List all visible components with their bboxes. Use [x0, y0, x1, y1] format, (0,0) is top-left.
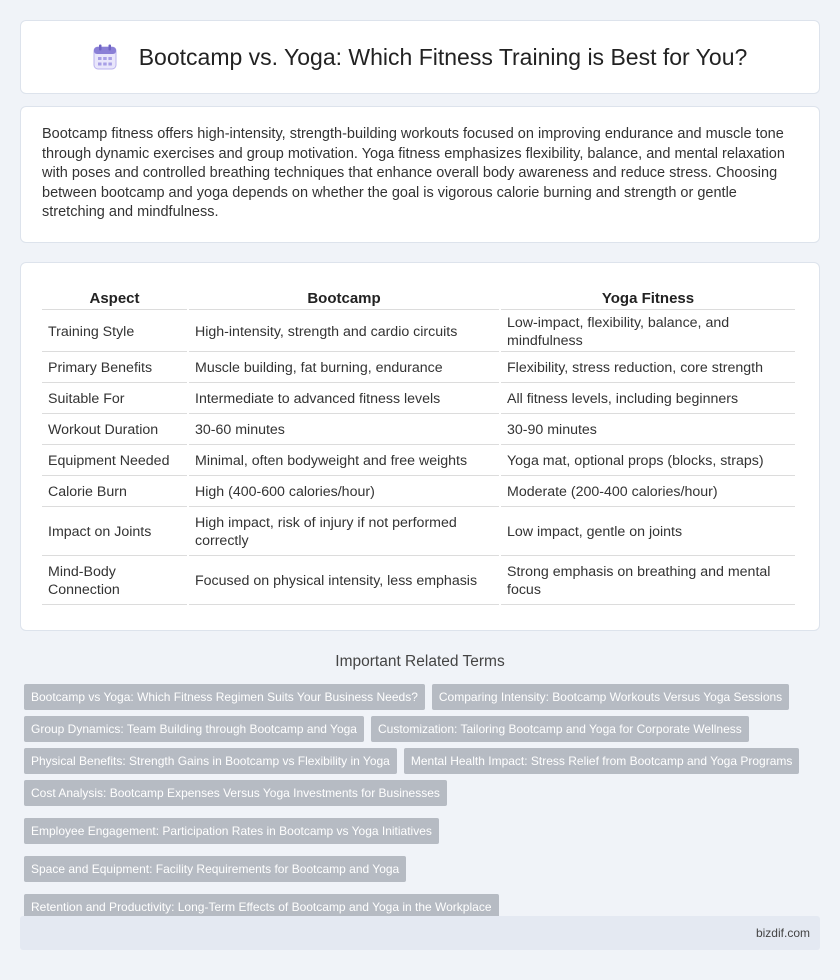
- related-tag[interactable]: Mental Health Impact: Stress Relief from Bootcamp and Yoga Programs: [404, 748, 800, 774]
- intro-card: [20, 106, 820, 243]
- cell-yoga: Yoga mat, optional props (blocks, straps): [501, 447, 795, 476]
- comparison-table: [40, 284, 797, 607]
- footer-brand[interactable]: bizdif.com: [755, 926, 810, 940]
- intro-paragraph: Bootcamp fitness offers high-intensity, strength-building workouts focused on improving endurance and muscle tone through dynamic exercises and group motivation. Yoga fitness emphasizes flexibility, balance, and mental relaxation with poses and controlled breathing techniques that enhance overall body awareness and reduce stress. Choosing between bootcamp and yoga depends on whether the goal is vigorous calorie burning and strength or gentle stretching and mindfulness.: [42, 126, 785, 221]
- cell-aspect: Training Style: [42, 312, 187, 352]
- table-row: [42, 416, 795, 445]
- related-tags: [24, 684, 814, 920]
- cell-bootcamp: Muscle building, fat burning, endurance: [189, 354, 499, 383]
- table-row: [42, 478, 795, 507]
- table-header-row: [42, 286, 795, 310]
- footer-bar: [20, 916, 820, 950]
- cell-aspect: Impact on Joints: [42, 509, 187, 556]
- cell-aspect: Mind-Body Connection: [42, 558, 187, 605]
- table-row: [42, 558, 795, 605]
- header-aspect: Aspect: [42, 286, 187, 310]
- related-tag[interactable]: Physical Benefits: Strength Gains in Bootcamp vs Flexibility in Yoga: [24, 748, 397, 774]
- cell-bootcamp: Intermediate to advanced fitness levels: [189, 385, 499, 414]
- cell-bootcamp: High impact, risk of injury if not performed correctly: [189, 509, 499, 556]
- header-card: [20, 20, 820, 94]
- related-tag[interactable]: Group Dynamics: Team Building through Bootcamp and Yoga: [24, 716, 364, 742]
- cell-yoga: All fitness levels, including beginners: [501, 385, 795, 414]
- related-tag[interactable]: Comparing Intensity: Bootcamp Workouts Versus Yoga Sessions: [432, 684, 789, 710]
- cell-aspect: Equipment Needed: [42, 447, 187, 476]
- cell-bootcamp: High-intensity, strength and cardio circuits: [189, 312, 499, 352]
- cell-aspect: Suitable For: [42, 385, 187, 414]
- related-tag[interactable]: Retention and Productivity: Long-Term Effects of Bootcamp and Yoga in the Workplace: [24, 894, 499, 920]
- page-title: Bootcamp vs. Yoga: Which Fitness Training is Best for You?: [138, 43, 748, 70]
- related-terms-heading: Important Related Terms: [335, 653, 505, 670]
- related-tag[interactable]: Cost Analysis: Bootcamp Expenses Versus Yoga Investments for Businesses: [24, 780, 447, 806]
- table-row: [42, 312, 795, 352]
- related-tag[interactable]: Customization: Tailoring Bootcamp and Yoga for Corporate Wellness: [371, 716, 749, 742]
- cell-yoga: 30-90 minutes: [501, 416, 795, 445]
- header-bootcamp: Bootcamp: [189, 286, 499, 310]
- cell-yoga: Flexibility, stress reduction, core strength: [501, 354, 795, 383]
- cell-bootcamp: Focused on physical intensity, less emphasis: [189, 558, 499, 605]
- table-row: [42, 447, 795, 476]
- comparison-table-card: [20, 262, 820, 631]
- title-wrap: [93, 44, 748, 71]
- related-tag[interactable]: Bootcamp vs Yoga: Which Fitness Regimen Suits Your Business Needs?: [24, 684, 425, 710]
- related-tag[interactable]: Employee Engagement: Participation Rates in Bootcamp vs Yoga Initiatives: [24, 818, 439, 844]
- cell-yoga: Moderate (200-400 calories/hour): [501, 478, 795, 507]
- table-row: [42, 509, 795, 556]
- related-tag[interactable]: Space and Equipment: Facility Requirements for Bootcamp and Yoga: [24, 856, 406, 882]
- table-row: [42, 385, 795, 414]
- cell-yoga: Low-impact, flexibility, balance, and mindfulness: [501, 312, 795, 352]
- calendar-icon: [93, 44, 117, 70]
- cell-aspect: Primary Benefits: [42, 354, 187, 383]
- cell-bootcamp: 30-60 minutes: [189, 416, 499, 445]
- cell-aspect: Workout Duration: [42, 416, 187, 445]
- cell-yoga: Low impact, gentle on joints: [501, 509, 795, 556]
- cell-bootcamp: High (400-600 calories/hour): [189, 478, 499, 507]
- cell-aspect: Calorie Burn: [42, 478, 187, 507]
- cell-yoga: Strong emphasis on breathing and mental focus: [501, 558, 795, 605]
- cell-bootcamp: Minimal, often bodyweight and free weights: [189, 447, 499, 476]
- header-yoga: Yoga Fitness: [501, 286, 795, 310]
- table-row: [42, 354, 795, 383]
